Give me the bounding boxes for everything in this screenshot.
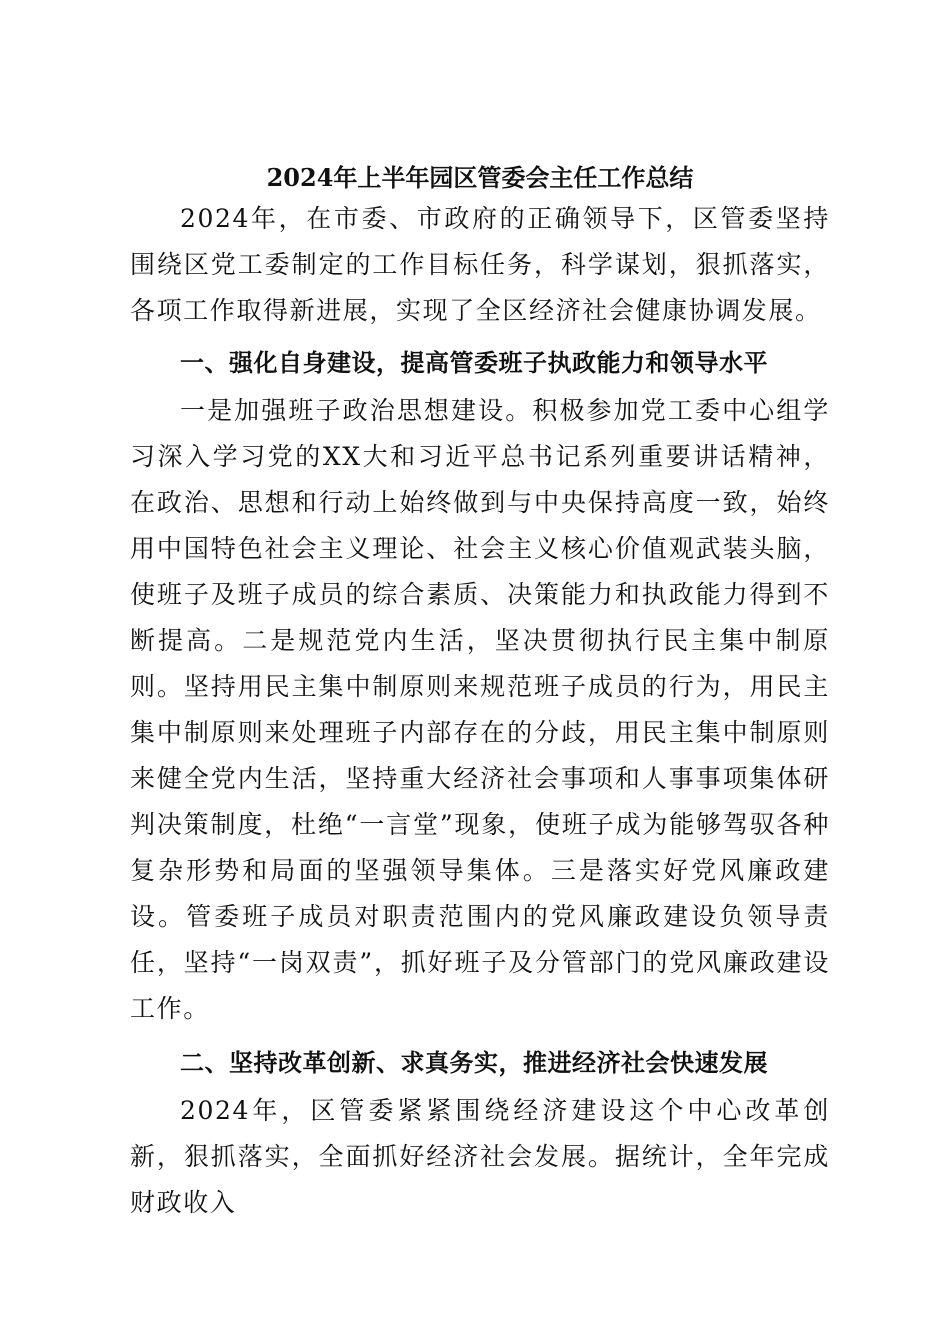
section-2-body: 2024年，区管委紧紧围绕经济建设这个中心改革创新，狠抓落实，全面抓好经济社会发展。据统计，全年完成财政收入 xyxy=(130,1096,830,1217)
document-body xyxy=(130,160,830,1226)
document-title: 2024年上半年园区管委会主任工作总结 xyxy=(266,163,694,192)
intro-paragraph: 2024年，在市委、市政府的正确领导下，区管委坚持围绕区党工委制定的工作目标任务，科学谋划，狠抓落实，各项工作取得新进展，实现了全区经济社会健康协调发展。 xyxy=(130,204,830,325)
section-2-heading: 二、坚持改革创新、求真务实，推进经济社会快速发展 xyxy=(180,1049,768,1077)
section-1-heading: 一、强化自身建设，提高管委班子执政能力和领导水平 xyxy=(180,349,768,377)
section-1-body: 一是加强班子政治思想建设。积极参加党工委中心组学习深入学习党的XX大和习近平总书记系列重要讲话精神，在政治、思想和行动上始终做到与中央保持高度一致，始终用中国特色社会主义理论、社会主义核心价值观武装头脑，使班子及班子成员的综合素质、决策能力和执政能力得到不断提高。二是规范党内生活，坚决贯彻执行民主集中制原则。坚持用民主集中制原则来规范班子成员的行为，用民主集中制原则来处理班子内部存在的分歧，用民主集中制原则来健全党内生活，坚持重大经济社会事项和人事事项集体研判决策制度，杜绝“一言堂”现象，使班子成为能够驾驭各种复杂形势和局面的坚强领导集体。三是落实好党风廉政建设。管委班子成员对职责范围内的党风廉政建设负领导责任，坚持“一岗双责”，抓好班子及分管部门的党风廉政建设工作。 xyxy=(130,396,830,1023)
